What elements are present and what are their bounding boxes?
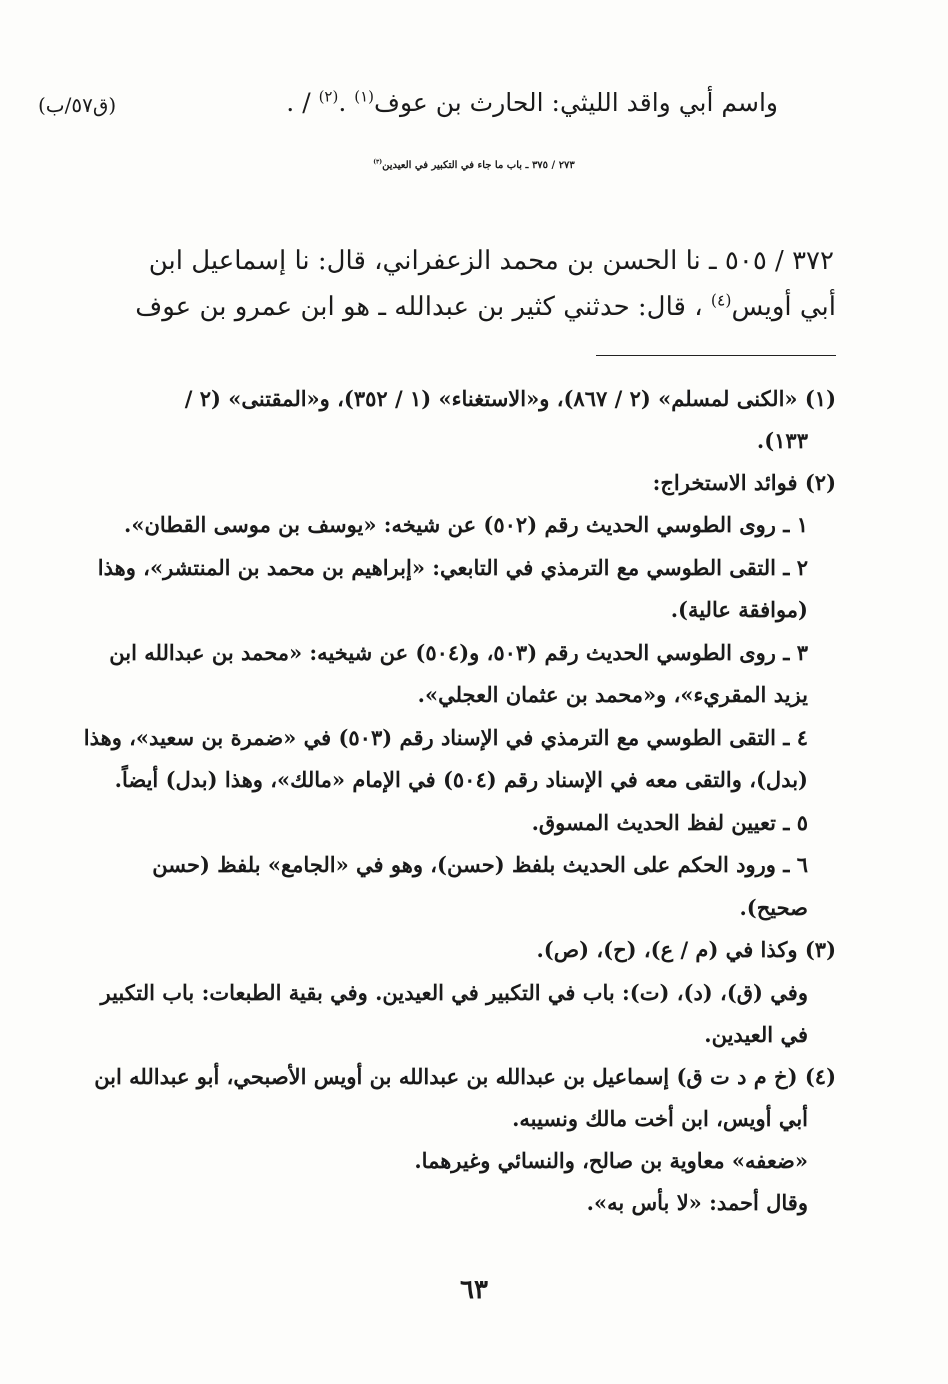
footnote-line: ١٣٣). xyxy=(756,428,808,453)
footnote-marker-3: (٣) xyxy=(373,158,383,166)
continuation-end: / . xyxy=(286,88,319,117)
footnote-line: (٤) (خ م د ت ق) إسماعيل بن عبدالله بن عبدالله بن أويس الأصبحي، أبو عبدالله ابن xyxy=(94,1064,836,1089)
footnote-line: ٥ ـ تعيين لفظ الحديث المسوق. xyxy=(531,810,808,835)
footnote-line: ٤ ـ التقى الطوسي مع الترمذي في الإسناد رقم (٥٠٣) في «ضمرة بن سعيد»، وهذا xyxy=(83,725,808,750)
chapter-heading xyxy=(0,160,948,171)
footnote-line: (١) «الكنى لمسلم» (٢ / ٨٦٧)، و«الاستغناء» (١ / ٣٥٢)، و«المقتنى» (٢ / xyxy=(184,386,836,411)
footnote-marker-4: (٤) xyxy=(710,291,732,310)
footnote-line: ٣ ـ روى الطوسي الحديث رقم (٥٠٣، و(٥٠٤) عن شيخيه: «محمد بن عبدالله ابن xyxy=(109,640,808,665)
hadith-line-2-rest: ، قال: حدثني كثير بن عبدالله ـ هو ابن عمرو بن عوف xyxy=(135,292,711,322)
hadith-line-1: ٣٧٢ / ٥٠٥ ـ نا الحسن بن محمد الزعفراني، قال: نا إسماعيل ابن xyxy=(148,246,834,276)
footnote-line: «ضعفه» معاوية بن صالح، والنسائي وغيرهما. xyxy=(414,1148,808,1173)
hadith-line-2 xyxy=(111,292,836,322)
hadith-line-2-start: أبي أويس xyxy=(731,292,836,322)
footnote-line: ٦ ـ ورود الحكم على الحديث بلفظ (حسن)، وهو في «الجامع» بلفظ (حسن xyxy=(152,852,808,877)
footnote-line: ٢ ـ التقى الطوسي مع الترمذي في التابعي: «إبراهيم بن محمد بن المنتشر»، وهذا xyxy=(97,555,808,580)
page-number: ٦٣ xyxy=(460,1275,488,1305)
footnote-marker-2: (٢) xyxy=(318,87,339,106)
footnote-line: يزيد المقريء»، و«محمد بن عثمان العجلي». xyxy=(417,682,808,707)
footnote-line: في العيدين. xyxy=(704,1022,808,1047)
footnote-line: (موافقة عالية). xyxy=(670,597,808,622)
chapter-heading-text: ٢٧٣ / ٣٧٥ ـ باب ما جاء في التكبير في العيدين xyxy=(382,160,575,171)
manuscript-folio-ref: (ق٥٧/ب) xyxy=(38,93,117,117)
footnote-line: أبي أويس، ابن أخت مالك ونسيبه. xyxy=(512,1106,808,1131)
footnote-line: (٣) وكذا في (م / ع)، (ح)، (ص). xyxy=(536,937,836,962)
continuation-dot: . xyxy=(338,88,355,117)
footnote-line: صحيح). xyxy=(739,895,808,920)
footnote-marker-1: (١) xyxy=(354,87,375,106)
footnote-line: ١ ـ روى الطوسي الحديث رقم (٥٠٢) عن شيخه: «يوسف بن موسى القطان». xyxy=(124,512,808,537)
footnote-line: (بدل)، والتقى معه في الإسناد رقم (٥٠٤) في الإمام «مالك»، وهذا (بدل) أيضاً. xyxy=(114,767,808,792)
footnote-line: (٢) فوائد الاستخراج: xyxy=(652,470,836,495)
footnote-separator xyxy=(596,355,836,356)
continuation-text: واسم أبي واقد الليثي: الحارث بن عوف xyxy=(374,88,778,117)
footnote-line: وقال أحمد: «لا بأس به». xyxy=(586,1190,808,1215)
footnote-line: وفي (ق)، (د)، (ت): باب في التكبير في العيدين. وفي بقية الطبعات: باب التكبير xyxy=(100,980,808,1005)
continuation-line xyxy=(286,88,778,117)
